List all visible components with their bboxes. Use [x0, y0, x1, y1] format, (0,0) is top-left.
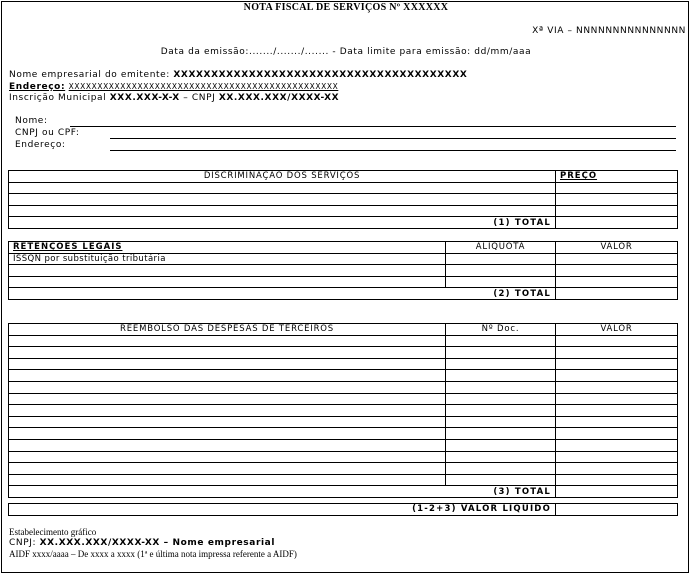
table-row [9, 358, 678, 370]
retentions-total-value [556, 288, 678, 300]
emitter-name-line [9, 70, 467, 80]
table-row [9, 463, 678, 475]
table-row [9, 486, 678, 498]
table-row [9, 217, 678, 229]
retentions-header-rate: ALÍQUOTA [446, 242, 556, 254]
table-row [9, 242, 678, 254]
table-row [9, 182, 678, 194]
cnpj-value: XX.XXX.XXX/XXXX-XX [218, 93, 340, 103]
table-row [9, 253, 678, 265]
municipal-label: Inscrição Municipal [9, 93, 107, 103]
reimbursement-total-label: (3) TOTAL [9, 486, 556, 498]
retentions-header-title: RETENÇÕES LEGAIS [9, 242, 446, 254]
table-row [9, 265, 678, 277]
table-row [9, 276, 678, 288]
reimbursement-header-value: VALOR [556, 324, 678, 336]
table-row [9, 405, 678, 417]
table-row [9, 393, 678, 405]
net-value-amount [556, 504, 678, 516]
recipient-address-line [110, 150, 676, 151]
footer-establishment: Estabelecimento gráfico [9, 527, 97, 537]
table-row [9, 416, 678, 428]
services-total-label: (1) TOTAL [9, 217, 556, 229]
recipient-name-line [70, 126, 676, 127]
emitter-address-label: Endereço: [9, 82, 66, 92]
municipal-value: XXX.XXX-X-X [109, 93, 180, 103]
emitter-address-line [9, 82, 338, 92]
retentions-row-issqn: ISSQN por substituição tributária [9, 253, 446, 265]
emitter-address-value: XXXXXXXXXXXXXXXXXXXXXXXXXXXXXXXXXXXXXXXXXXXXXXX [68, 82, 339, 91]
table-row [9, 381, 678, 393]
footer-cnpj-label: CNPJ: [9, 538, 37, 548]
table-row [9, 439, 678, 451]
services-total-value [556, 217, 678, 229]
table-row [9, 504, 678, 516]
table-row [9, 428, 678, 440]
net-value-label: (1-2+3) VALOR LÍQUIDO [9, 504, 556, 516]
footer-aidf: AIDF xxxx/aaaa – De xxxx a xxxx (1ª e última nota impressa referente a AIDF) [9, 549, 297, 559]
table-row [9, 451, 678, 463]
emitter-registration-line [9, 93, 339, 103]
emitter-name-label: Nome empresarial do emitente: [9, 70, 170, 80]
table-row [9, 171, 678, 183]
emitter-name-value: XXXXXXXXXXXXXXXXXXXXXXXXXXXXXXXXXXXXXXX [173, 70, 468, 80]
table-row [9, 324, 678, 336]
reimbursement-table [8, 323, 678, 498]
reimbursement-header-doc: Nº Doc. [446, 324, 556, 336]
services-table [8, 170, 678, 229]
table-row [9, 347, 678, 359]
recipient-name-label: Nome: [15, 116, 48, 126]
net-value-table [8, 503, 678, 516]
retentions-table [8, 241, 678, 300]
retentions-header-value: VALOR [556, 242, 678, 254]
retentions-total-label: (2) TOTAL [9, 288, 556, 300]
cnpj-label: – CNPJ [183, 93, 216, 103]
reimbursement-total-value [556, 486, 678, 498]
table-row [9, 474, 678, 486]
table-row [9, 205, 678, 217]
reimbursement-header-title: REEMBOLSO DAS DESPESAS DE TERCEIROS [9, 324, 446, 336]
recipient-address-label: Endereço: [15, 140, 66, 150]
recipient-cnpj-line [110, 138, 676, 139]
services-header-price: PREÇO [556, 171, 678, 183]
invoice-title: NOTA FISCAL DE SERVIÇOS Nº XXXXXX [243, 2, 449, 13]
emission-dates: Data da emissão:......./......./....... - Data limite para emissão: dd/mm/aaa [160, 47, 532, 57]
table-row [9, 194, 678, 206]
footer-cnpj-line [9, 538, 275, 548]
table-row [9, 335, 678, 347]
recipient-cnpj-label: CNPJ ou CPF: [15, 128, 80, 138]
footer-cnpj-value: XX.XXX.XXX/XXXX-XX – Nome empresarial [39, 538, 276, 548]
services-header-description: DISCRIMINAÇÃO DOS SERVIÇOS [9, 171, 556, 183]
table-row [9, 288, 678, 300]
invoice-via: Xª VIA – NNNNNNNNNNNNNNN [532, 26, 686, 36]
table-row [9, 370, 678, 382]
